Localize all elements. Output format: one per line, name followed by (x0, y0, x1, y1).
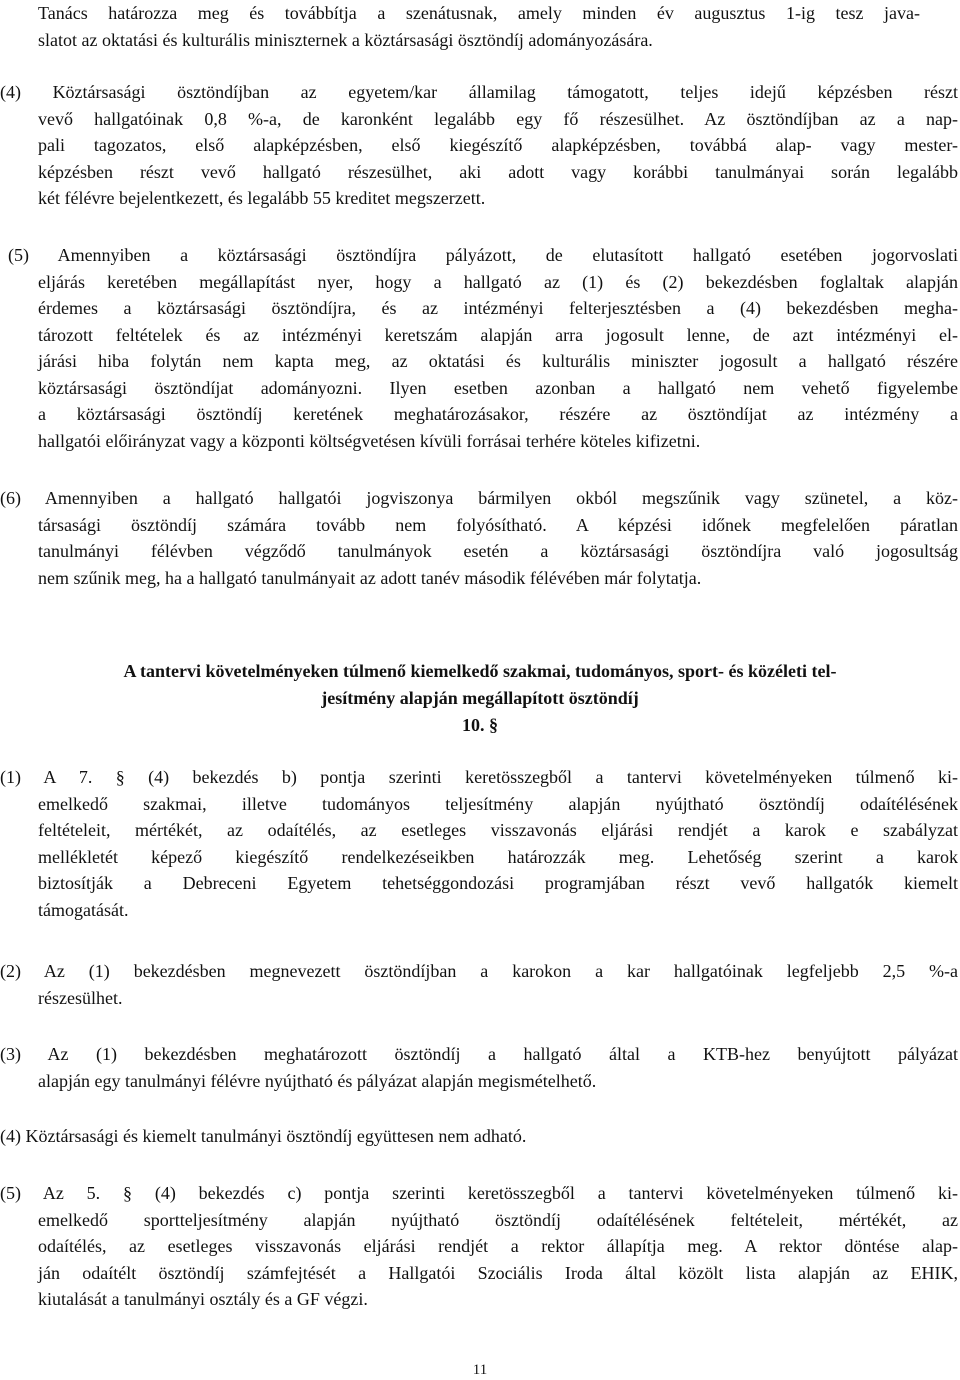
section-number: 10. § (462, 715, 498, 735)
text-line: ján odaítélt ösztöndíj számfejtését a Hallgatói Szociális Iroda által közölt lista alapján az EHIK, (38, 1262, 958, 1283)
text-line: (5) Az 5. § (4) bekezdés c) pontja szerinti keretösszegből a tantervi követelményeken túlmenő ki- (0, 1183, 958, 1203)
text-line: járási hiba folytán nem kapta meg, az oktatási és kulturális miniszter jogosult a hallgató részére (38, 351, 958, 371)
text-line: társasági ösztöndíj számára tovább nem folyósítható. A képzési időnek megfelelően páratlan (38, 514, 958, 535)
text-line: (2) Az (1) bekezdésben megnevezett ösztöndíjban a karokon a kar hallgatóinak legfeljebb 2,5 %-a (0, 961, 958, 981)
subsection-2 (0, 958, 960, 1011)
text-line: (4) Köztársasági ösztöndíjban az egyetem/kar államilag támogatott, teljes idejű képzésben részt (0, 82, 958, 102)
text-line: pali tagozatos, első alapképzésben, első kiegészítő alapképzésben, továbbá alap- vagy mester- (38, 135, 958, 155)
paragraph-4 (0, 79, 960, 212)
subsection-4 (0, 1123, 960, 1150)
text-line: Tanács határozza meg és továbbítja a szenátusnak, amely minden év augusztus 1-ig tesz java- (38, 3, 920, 23)
text-line: a köztársasági ösztöndíj keretének meghatározásakor, részére az ösztöndíjat az intézmény a (38, 404, 958, 424)
text-line: (6) Amennyiben a hallgató hallgatói jogviszonya bármilyen okból megszűnik vagy szünetel, a köz- (0, 488, 958, 508)
text-line: (1) A 7. § (4) bekezdés b) pontja szerinti keretösszegből a tantervi követelményeken túlmenő ki- (0, 767, 958, 787)
text-line: alapján egy tanulmányi félévre nyújtható és pályázat alapján megismételhető. (38, 1070, 597, 1091)
section-heading (0, 658, 960, 739)
text-line: kiutalását a tanulmányi osztály és a GF végzi. (38, 1289, 368, 1309)
text-line: (5) Amennyiben a köztársasági ösztöndíjra pályázott, de elutasított hallgató esetében jogorvoslati (8, 245, 958, 265)
text-line: emelkedő sportteljesítmény alapján nyújtható ösztöndíj odaítélésének feltételeit, mértékét, az (38, 1209, 958, 1230)
text-line: tanulmányi félévben végződő tanulmányok esetén a köztársasági ösztöndíjra való jogosultság (38, 541, 958, 561)
text-line: eljárás keretében megállapítást nyer, hogy a hallgató az (1) és (2) bekezdésben foglaltak alapján (38, 271, 958, 292)
heading-line: A tantervi követelményeken túlmenő kiemelkedő szakmai, tudományos, sport- és közéleti tel- (123, 661, 837, 681)
page-number: 11 (472, 1362, 488, 1378)
text-line: támogatását. (38, 899, 129, 920)
text-line: érdemes a köztársasági ösztöndíjra, és az intézményi felterjesztésben a (4) bekezdésben megha- (38, 298, 958, 318)
subsection-3 (0, 1041, 960, 1094)
text-line: mellékletét képező kiegészítő rendelkezéseikben határozzák meg. Lehetőség szerint a karok (38, 846, 958, 867)
text-line: képzésben részt vevő hallgató részesülhet, aki adott vagy korábbi tanulmányai során legalább (38, 161, 958, 182)
text-line: slatot az oktatási és kulturális miniszternek a köztársasági ösztöndíj adományozására. (38, 29, 653, 50)
text-line: (3) Az (1) bekezdésben meghatározott ösztöndíj a hallgató által a KTB-hez benyújtott pályázat (0, 1044, 958, 1064)
text-line: (4) Köztársasági és kiemelt tanulmányi ösztöndíj együttesen nem adható. (0, 1126, 527, 1146)
paragraph-intro (0, 0, 960, 53)
text-line: részesülhet. (38, 987, 123, 1008)
text-line: odaítélés, az esetleges visszavonás eljárási rendjét a rektor állapítja meg. A rektor döntése alap- (38, 1236, 958, 1256)
subsection-5 (0, 1180, 960, 1313)
text-line: biztosítják a Debreceni Egyetem tehetséggondozási programjában részt vevő hallgatók kiemelt (38, 873, 958, 893)
text-line: nem szűnik meg, ha a hallgató tanulmányait az adott tanév második félévében már folytatja. (38, 567, 702, 588)
text-line: két félévre bejelentkezett, és legalább 55 kreditet megszerzett. (38, 188, 486, 208)
text-line: köztársasági ösztöndíjat adományozni. Ilyen esetben azonban a hallgató nem vehető figyelembe (38, 377, 958, 398)
text-line: feltételeit, mértékét, az odaítélés, az esetleges visszavonás eljárási rendjét a karok e szabályzat (38, 820, 958, 840)
text-line: vevő hallgatóinak 0,8 %-a, de karonként legalább egy fő részesülhet. Az ösztöndíjban az a nap- (38, 108, 958, 129)
paragraph-6 (0, 485, 960, 591)
subsection-1 (0, 764, 960, 923)
paragraph-5 (0, 242, 960, 454)
text-line: hallgatói előirányzat vagy a központi költségvetésen kívüli forrásai terhére köteles kifizetni. (38, 430, 701, 451)
heading-line: jesítmény alapján megállapított ösztöndíj (321, 688, 639, 708)
text-line: tározott feltételek és az intézményi keretszám alapján arra jogosult lenne, de azt intézményi el- (38, 324, 958, 345)
text-line: emelkedő szakmai, illetve tudományos teljesítmény alapján nyújtható ösztöndíj odaítélésének (38, 793, 958, 814)
